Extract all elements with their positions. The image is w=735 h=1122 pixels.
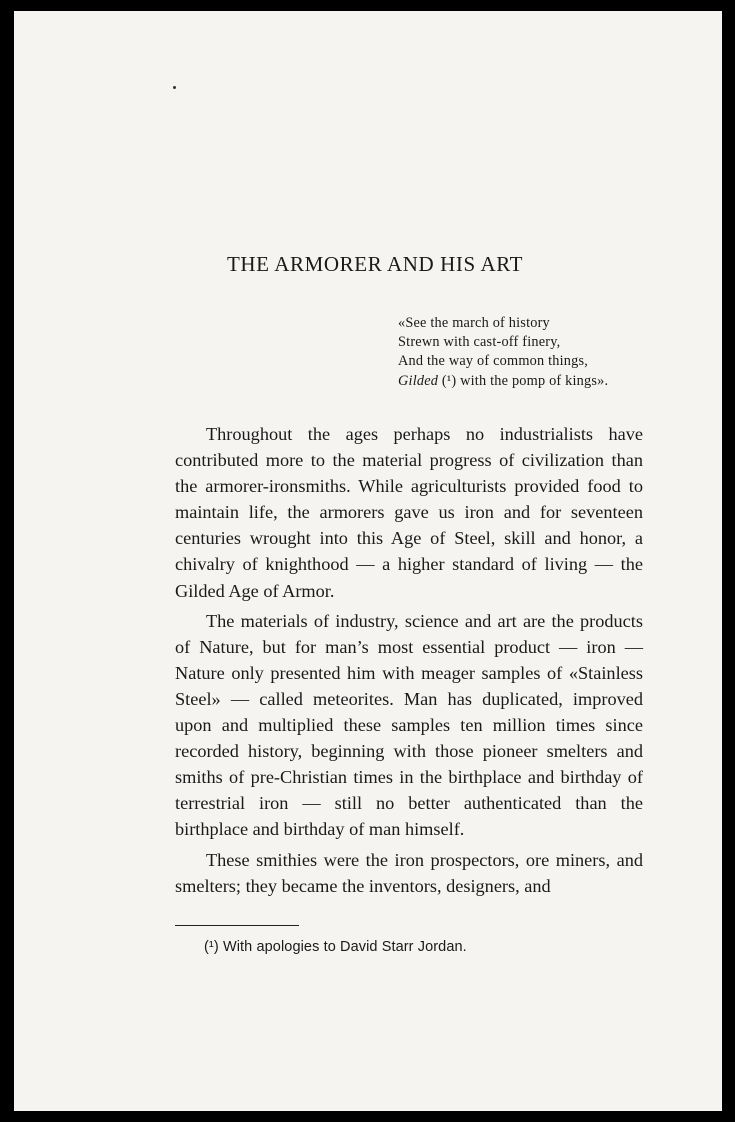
epigraph-line-4 — [398, 372, 608, 391]
epigraph — [398, 314, 608, 391]
chapter-title: THE ARMORER AND HIS ART — [226, 252, 524, 276]
footnote-reference: (¹) — [441, 372, 457, 389]
footnote-divider — [175, 925, 299, 926]
ink-speck — [173, 86, 176, 89]
footnote-mark: (¹) — [204, 939, 219, 955]
epigraph-line-4-rest: with the pomp of kings». — [460, 372, 609, 389]
footnote-text: With apologies to David Starr Jordan. — [222, 939, 467, 955]
epigraph-line-3: And the way of common things, — [398, 353, 589, 370]
paragraph-2: The materials of industry, science and art are the products of Nature, but for man’s most essential product — iron — Nature only presented him with meager samples of «Stainless Steel» — called meteorites. Man has duplicated, improved upon and multiplied these samples ten million times since recorded history, beginning with those pioneer smelters and smiths of pre-Christian times in the birthplace and birthday of terrestrial iron — still no better authenticated than the birthplace and birthday of man himself. — [175, 610, 643, 840]
paragraph-1: Throughout the ages perhaps no industrialists have contributed more to the material progress of civilization than the armorer-ironsmiths. While agriculturists provided food to maintain life, the armorers gave us iron and for seventeen centuries wrought into this Age of Steel, skill and honor, a chivalry of knighthood — a higher standard of living — the Gilded Age of Armor. — [175, 424, 643, 601]
epigraph-line-2: Strewn with cast-off finery, — [398, 334, 561, 351]
document-page — [14, 11, 722, 1111]
footnote — [204, 939, 467, 955]
epigraph-line-1: «See the march of history — [398, 315, 550, 331]
paragraph-3: These smithies were the iron prospectors, ore miners, and smelters; they became the inventors, designers, and — [175, 849, 643, 896]
epigraph-italic-word: Gilded — [398, 372, 439, 389]
body-text — [175, 421, 643, 903]
